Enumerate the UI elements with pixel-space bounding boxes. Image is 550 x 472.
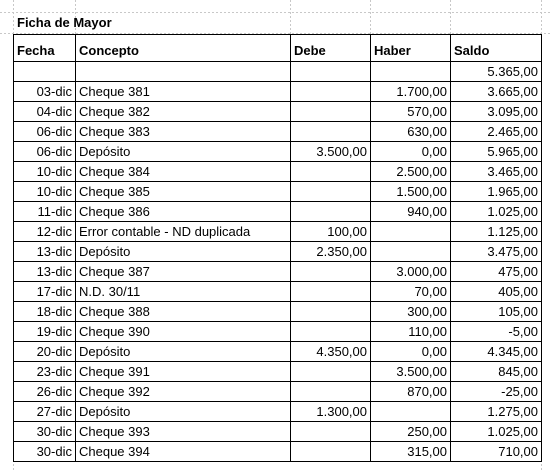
- cell-fecha[interactable]: 17-dic: [14, 282, 76, 302]
- cell-haber[interactable]: 0,00: [371, 142, 451, 162]
- cell-fecha[interactable]: 19-dic: [14, 322, 76, 342]
- header-saldo[interactable]: Saldo: [451, 35, 542, 62]
- cell-debe[interactable]: [291, 202, 371, 222]
- header-debe[interactable]: Debe: [291, 35, 371, 62]
- cell-haber[interactable]: 1.500,00: [371, 182, 451, 202]
- cell-haber[interactable]: 3.500,00: [371, 362, 451, 382]
- cell-haber[interactable]: 300,00: [371, 302, 451, 322]
- table-row: [14, 442, 542, 462]
- cell-debe[interactable]: [291, 422, 371, 442]
- cell-haber[interactable]: 2.500,00: [371, 162, 451, 182]
- cell-concepto[interactable]: Error contable - ND duplicada: [76, 222, 291, 242]
- cell-concepto[interactable]: Depósito: [76, 342, 291, 362]
- cell-fecha[interactable]: 12-dic: [14, 222, 76, 242]
- cell-concepto[interactable]: Cheque 393: [76, 422, 291, 442]
- cell-fecha[interactable]: 30-dic: [14, 422, 76, 442]
- cell-fecha[interactable]: 06-dic: [14, 142, 76, 162]
- cell-fecha[interactable]: 26-dic: [14, 382, 76, 402]
- cell-concepto[interactable]: Cheque 382: [76, 102, 291, 122]
- cell-debe[interactable]: 4.350,00: [291, 342, 371, 362]
- cell-saldo[interactable]: 1.125,00: [451, 222, 542, 242]
- cell-saldo[interactable]: 1.275,00: [451, 402, 542, 422]
- cell-fecha[interactable]: 04-dic: [14, 102, 76, 122]
- cell-saldo[interactable]: 710,00: [451, 442, 542, 462]
- cell-haber[interactable]: 110,00: [371, 322, 451, 342]
- cell-haber[interactable]: 70,00: [371, 282, 451, 302]
- header-haber[interactable]: Haber: [371, 35, 451, 62]
- cell-saldo[interactable]: 3.665,00: [451, 82, 542, 102]
- cell-concepto[interactable]: Cheque 386: [76, 202, 291, 222]
- table-row: [14, 362, 542, 382]
- cell-concepto[interactable]: Cheque 384: [76, 162, 291, 182]
- cell-fecha[interactable]: 13-dic: [14, 242, 76, 262]
- cell-haber[interactable]: 870,00: [371, 382, 451, 402]
- cell-haber[interactable]: [371, 242, 451, 262]
- header-concepto[interactable]: Concepto: [76, 35, 291, 62]
- cell-debe[interactable]: [291, 82, 371, 102]
- cell-saldo[interactable]: 2.465,00: [451, 122, 542, 142]
- cell-saldo[interactable]: 405,00: [451, 282, 542, 302]
- table-row: [14, 402, 542, 422]
- cell-haber[interactable]: 630,00: [371, 122, 451, 142]
- table-row: [14, 162, 542, 182]
- table-row: [14, 182, 542, 202]
- cell-concepto[interactable]: Cheque 383: [76, 122, 291, 142]
- cell-haber[interactable]: 570,00: [371, 102, 451, 122]
- cell-haber[interactable]: [371, 62, 451, 82]
- cell-saldo[interactable]: 3.475,00: [451, 242, 542, 262]
- cell-saldo[interactable]: 845,00: [451, 362, 542, 382]
- cell-haber[interactable]: 940,00: [371, 202, 451, 222]
- cell-fecha[interactable]: 06-dic: [14, 122, 76, 142]
- table-row: [14, 142, 542, 162]
- table-row: [14, 382, 542, 402]
- table-row: [14, 222, 542, 242]
- cell-fecha[interactable]: 18-dic: [14, 302, 76, 322]
- cell-concepto[interactable]: Cheque 387: [76, 262, 291, 282]
- table-row: [14, 202, 542, 222]
- cell-debe[interactable]: [291, 122, 371, 142]
- cell-debe[interactable]: 3.500,00: [291, 142, 371, 162]
- cell-fecha[interactable]: 30-dic: [14, 442, 76, 462]
- table-row: [14, 82, 542, 102]
- table-row: [14, 262, 542, 282]
- cell-debe[interactable]: [291, 442, 371, 462]
- table-row: [14, 242, 542, 262]
- table-row: [14, 282, 542, 302]
- header-row: [14, 35, 542, 62]
- cell-saldo[interactable]: 105,00: [451, 302, 542, 322]
- cell-saldo[interactable]: 475,00: [451, 262, 542, 282]
- cell-saldo[interactable]: 3.095,00: [451, 102, 542, 122]
- cell-fecha[interactable]: 27-dic: [14, 402, 76, 422]
- cell-haber[interactable]: [371, 402, 451, 422]
- cell-concepto[interactable]: Depósito: [76, 242, 291, 262]
- cell-fecha[interactable]: 10-dic: [14, 162, 76, 182]
- cell-debe[interactable]: [291, 182, 371, 202]
- cell-saldo[interactable]: 3.465,00: [451, 162, 542, 182]
- cell-saldo[interactable]: 4.345,00: [451, 342, 542, 362]
- cell-debe[interactable]: [291, 382, 371, 402]
- cell-concepto[interactable]: N.D. 30/11: [76, 282, 291, 302]
- cell-haber[interactable]: 250,00: [371, 422, 451, 442]
- cell-concepto[interactable]: Cheque 394: [76, 442, 291, 462]
- cell-saldo[interactable]: 5.965,00: [451, 142, 542, 162]
- table-row: [14, 322, 542, 342]
- cell-concepto[interactable]: Cheque 381: [76, 82, 291, 102]
- ledger-body: [14, 62, 542, 462]
- cell-concepto[interactable]: Cheque 388: [76, 302, 291, 322]
- cell-saldo[interactable]: 5.365,00: [451, 62, 542, 82]
- cell-fecha[interactable]: 23-dic: [14, 362, 76, 382]
- cell-saldo[interactable]: 1.025,00: [451, 202, 542, 222]
- cell-debe[interactable]: 1.300,00: [291, 402, 371, 422]
- table-row: [14, 62, 542, 82]
- table-row: [14, 122, 542, 142]
- cell-debe[interactable]: 2.350,00: [291, 242, 371, 262]
- cell-fecha[interactable]: 03-dic: [14, 82, 76, 102]
- cell-concepto[interactable]: Cheque 391: [76, 362, 291, 382]
- table-row: [14, 102, 542, 122]
- cell-haber[interactable]: [371, 222, 451, 242]
- table-row: [14, 302, 542, 322]
- cell-debe[interactable]: [291, 362, 371, 382]
- header-fecha[interactable]: Fecha: [14, 35, 76, 62]
- cell-haber[interactable]: 1.700,00: [371, 82, 451, 102]
- cell-concepto[interactable]: Cheque 390: [76, 322, 291, 342]
- cell-debe[interactable]: [291, 102, 371, 122]
- cell-concepto[interactable]: Depósito: [76, 142, 291, 162]
- cell-haber[interactable]: 3.000,00: [371, 262, 451, 282]
- cell-fecha[interactable]: [14, 62, 76, 82]
- cell-debe[interactable]: [291, 282, 371, 302]
- table-row: [14, 422, 542, 442]
- ledger-title: Ficha de Mayor: [17, 15, 112, 30]
- cell-concepto[interactable]: [76, 62, 291, 82]
- cell-debe[interactable]: [291, 322, 371, 342]
- cell-debe[interactable]: 100,00: [291, 222, 371, 242]
- cell-fecha[interactable]: 20-dic: [14, 342, 76, 362]
- cell-saldo[interactable]: -25,00: [451, 382, 542, 402]
- cell-haber[interactable]: 315,00: [371, 442, 451, 462]
- cell-fecha[interactable]: 13-dic: [14, 262, 76, 282]
- table-row: [14, 342, 542, 362]
- cell-saldo[interactable]: 1.025,00: [451, 422, 542, 442]
- cell-debe[interactable]: [291, 262, 371, 282]
- cell-debe[interactable]: [291, 62, 371, 82]
- cell-concepto[interactable]: Depósito: [76, 402, 291, 422]
- cell-concepto[interactable]: Cheque 392: [76, 382, 291, 402]
- cell-fecha[interactable]: 11-dic: [14, 202, 76, 222]
- cell-concepto[interactable]: Cheque 385: [76, 182, 291, 202]
- cell-saldo[interactable]: -5,00: [451, 322, 542, 342]
- cell-fecha[interactable]: 10-dic: [14, 182, 76, 202]
- cell-saldo[interactable]: 1.965,00: [451, 182, 542, 202]
- cell-debe[interactable]: [291, 162, 371, 182]
- cell-haber[interactable]: 0,00: [371, 342, 451, 362]
- ledger-table: [13, 34, 542, 462]
- cell-debe[interactable]: [291, 302, 371, 322]
